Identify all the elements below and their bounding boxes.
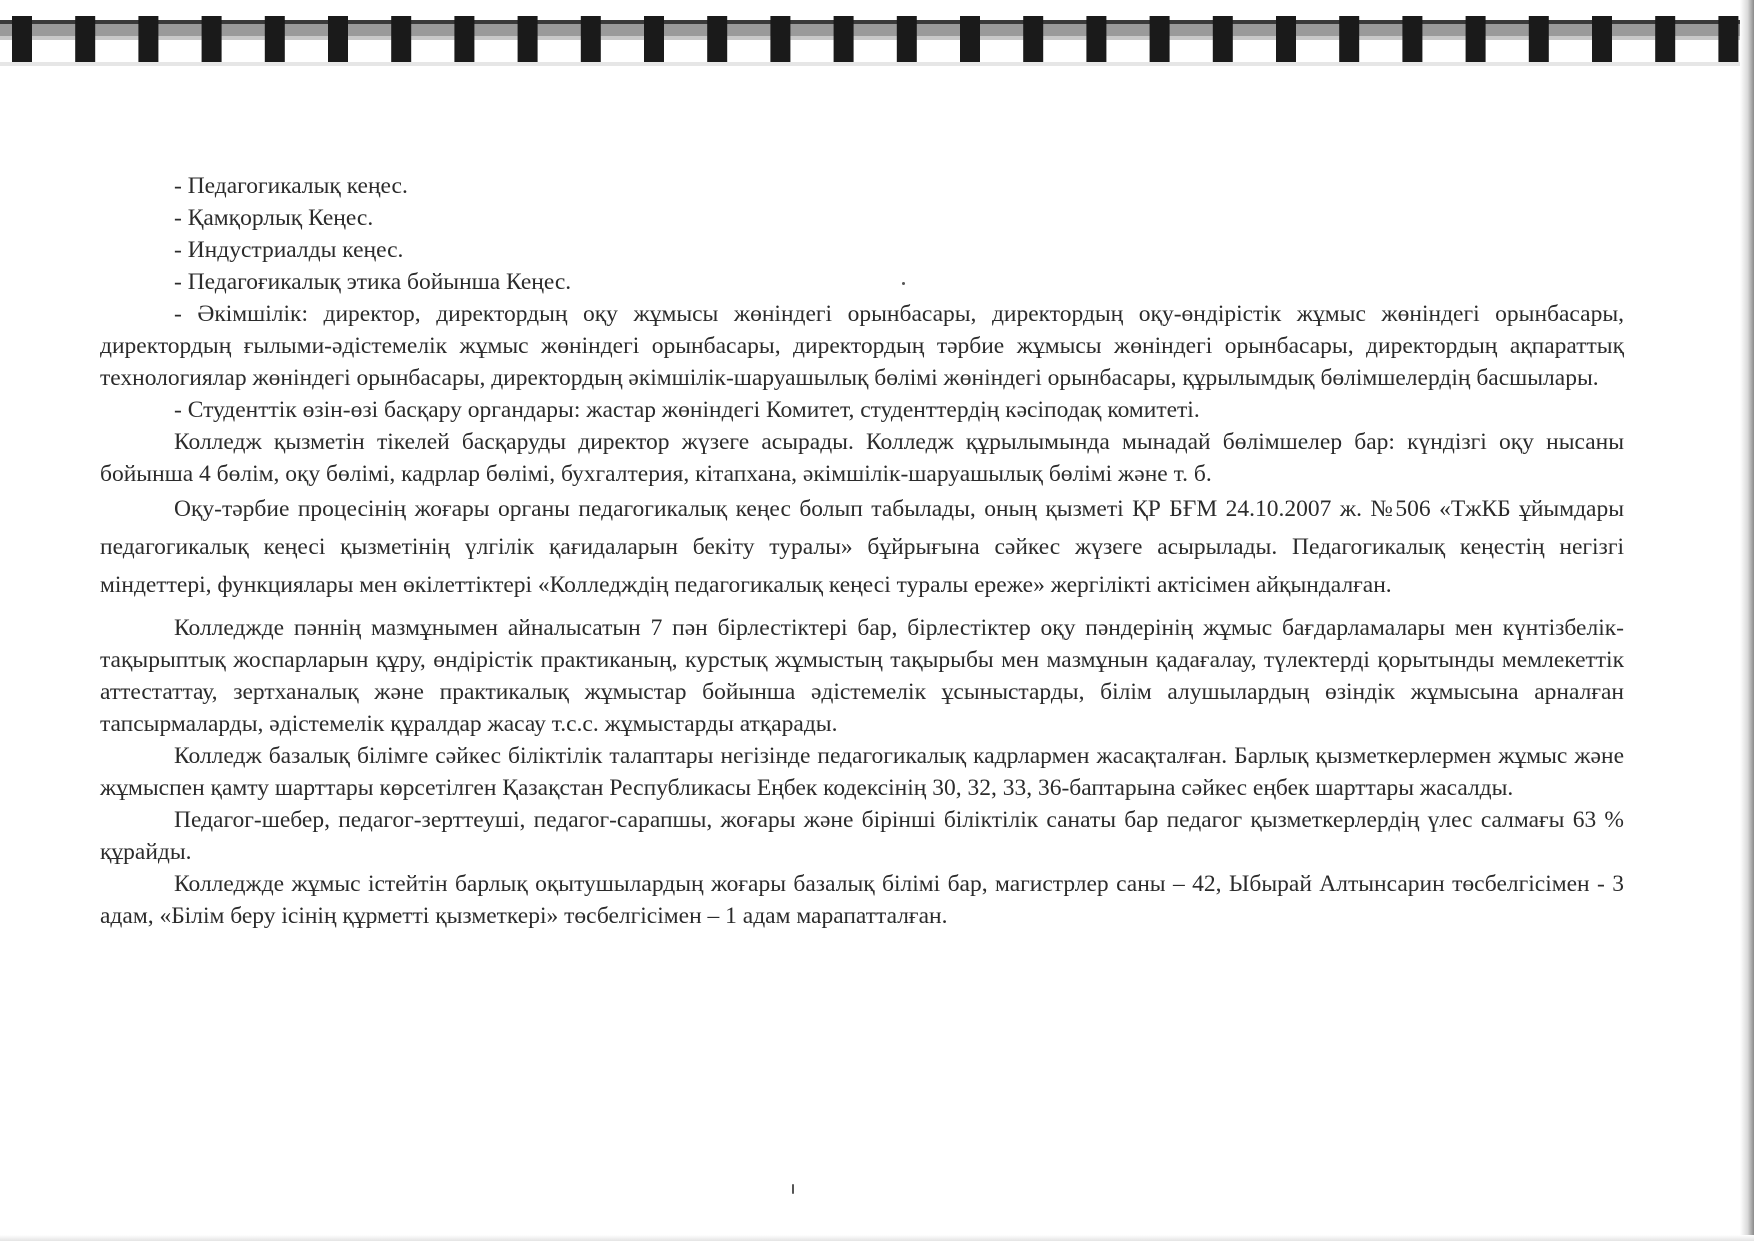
list-item: - Педагогикалық кеңес.: [174, 173, 408, 199]
binding-hole: [1592, 16, 1612, 66]
binding-hole: [1529, 16, 1549, 66]
binding-hole: [518, 16, 538, 66]
binding-hole: [581, 16, 601, 66]
binding-hole: [707, 16, 727, 66]
binding-hole: [1023, 16, 1043, 66]
page-right-edge-shadow: [1740, 0, 1754, 1241]
binding-hole: [834, 16, 854, 66]
spiral-binding-holes: [0, 0, 1754, 80]
binding-hole: [75, 16, 95, 66]
binding-hole: [1150, 16, 1170, 66]
binding-hole: [138, 16, 158, 66]
list-item: - Қамқорлық Кеңес.: [174, 205, 374, 231]
scan-speck: [792, 1184, 794, 1194]
paragraph-subject-associations: Колледжде пәннің мазмұнымен айналысатын 7 пән бірлестіктері бар, бірлестіктер оқу пәндерінің жұмыс бағдарламалары мен күнтізбелік-тақырыптық жоспарларын құру, өндірістік практиканың, курстық жұмыстың тақырыбы мен мазмұнын қадағалау, түлектерді қорытынды мемлекеттік аттестаттау, зертханалық және практикалық жұмыстар бойынша әдістемелік ұсыныстарды, білім алушылардың өзіндік жұмысына арналған тапсырмаларды, әдістемелік құралдар жасау т.с.с. жұмыстарды атқарады.: [100, 615, 1624, 737]
paragraph-pedagogical-council: Оқу-тәрбие процесінің жоғары органы педагогикалық кеңес болып табылады, оның қызметі ҚР БҒМ 24.10.2007 ж. №506 «ТжКБ ұйымдары педагогикалық кеңесі қызметінің үлгілік қағидаларын бекіту туралы» бұйрығына сәйкес жүзеге асырылады. Педагогикалық кеңестің негізгі міндеттері, функциялары мен өкілеттіктері «Колледждің педагогикалық кеңесі туралы ереже» жергілікті актісімен айқындалған.: [100, 496, 1624, 598]
document-body: [100, 170, 1624, 932]
binding-hole: [391, 16, 411, 66]
binding-hole: [1213, 16, 1233, 66]
paragraph-college-management: Колледж қызметін тікелей басқаруды директор жүзеге асырады. Колледж құрылымында мынадай бөлімшелер бар: күндізгі оқу нысаны бойынша 4 бөлім, оқу бөлімі, кадрлар бөлімі, бухгалтерия, кітапхана, әкімшілік-шаруашылық бөлімі және т. б.: [100, 429, 1624, 487]
page-bottom-edge: [0, 1235, 1754, 1241]
binding-hole: [1086, 16, 1106, 66]
binding-hole: [770, 16, 790, 66]
binding-hole: [1655, 16, 1675, 66]
list-item: - Индустриалды кеңес.: [174, 237, 404, 263]
paragraph-teachers-awards: Колледжде жұмыс істейтін барлық оқытушылардың жоғары базалық білімі бар, магистрлер саны – 42, Ыбырай Алтынсарин төсбелгісімен - 3 адам, «Білім беру ісінің құрметті қызметкері» төсбелгісімен – 1 адам марапатталған.: [100, 871, 1624, 929]
list-item-administration: - Әкімшілік: директор, директордың оқу жұмысы жөніндегі орынбасары, директордың оқу-өндірістік жұмыс жөніндегі орынбасары, директордың ғылыми-әдістемелік жұмыс жөніндегі орынбасары, директордың тәрбие жұмысы жөніндегі орынбасары, директордың ақпараттық технологиялар жөніндегі орынбасары, директордың әкімшілік-шаруашылық бөлімі жөніндегі орынбасары, құрылымдық бөлімшелердің басшылары.: [100, 301, 1624, 391]
binding-hole: [1466, 16, 1486, 66]
binding-hole: [897, 16, 917, 66]
binding-hole: [1339, 16, 1359, 66]
binding-hole: [12, 16, 32, 66]
binding-hole: [1276, 16, 1296, 66]
binding-hole: [328, 16, 348, 66]
binding-hole: [1718, 16, 1738, 66]
binding-hole: [202, 16, 222, 66]
binding-hole: [454, 16, 474, 66]
binding-hole: [644, 16, 664, 66]
binding-hole: [960, 16, 980, 66]
binding-hole: [1402, 16, 1422, 66]
paragraph-staffing: Колледж базалық білімге сәйкес біліктілік талаптары негізінде педагогикалық кадрлармен жасақталған. Барлық қызметкерлермен жұмыс және жұмыспен қамту шарттары көрсетілген Қазақстан Республикасы Еңбек кодексінің 30, 32, 33, 36-баптарына сәйкес еңбек шарттары жасалды.: [100, 743, 1624, 801]
binding-hole: [265, 16, 285, 66]
list-item: - Педагоғикалық этика бойынша Кеңес.: [174, 269, 572, 295]
paragraph-qualification-share: Педагог-шебер, педагог-зерттеуші, педагог-сарапшы, жоғары және бірінші біліктілік санаты бар педагог қызметкерлердің үлес салмағы 63 % құрайды.: [100, 807, 1624, 865]
list-item-student-government: - Студенттік өзін-өзі басқару органдары: жастар жөніндегі Комитет, студенттердің кәсіподақ комитеті.: [174, 397, 1200, 423]
